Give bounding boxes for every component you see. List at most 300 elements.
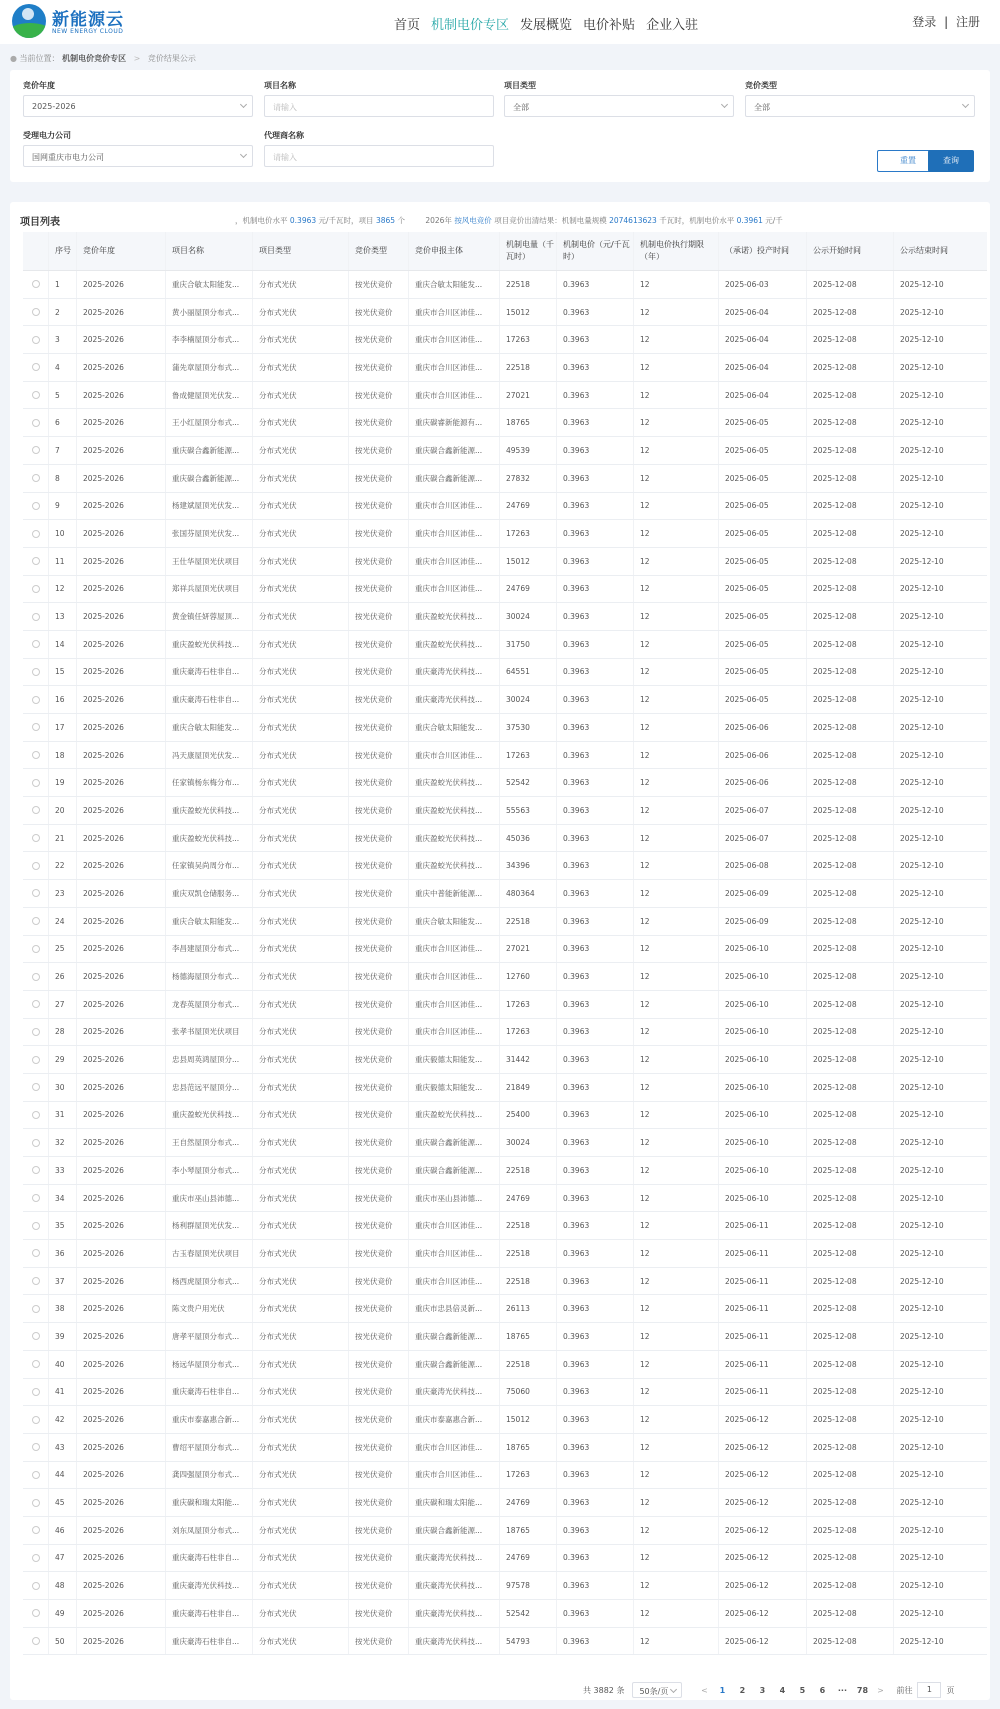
bid-type-select[interactable]: [745, 95, 975, 117]
row-radio[interactable]: [32, 640, 40, 648]
row-radio[interactable]: [32, 1637, 40, 1645]
table-row[interactable]: [23, 1185, 987, 1213]
table-cell: 2025-06-05: [719, 686, 807, 713]
table-cell: 0.3963: [557, 576, 634, 603]
table-cell: 2025-2026: [77, 409, 166, 436]
table-cell: 刘东凤屋顶分布式...: [166, 1517, 253, 1544]
row-radio[interactable]: [32, 862, 40, 870]
table-row[interactable]: [23, 271, 987, 299]
table-row[interactable]: [23, 548, 987, 576]
table-cell: 12: [634, 1323, 719, 1350]
table-row[interactable]: [23, 1046, 987, 1074]
summary-part-2: 元/千瓦时，项目: [318, 216, 374, 225]
table-cell: 12: [634, 1240, 719, 1267]
table-cell: 12: [634, 271, 719, 298]
table-cell: 2025-12-10: [900, 1221, 944, 1231]
table-cell: 按光伏竞价: [349, 1129, 409, 1156]
page-78[interactable]: 78: [856, 1685, 869, 1695]
row-radio[interactable]: [32, 973, 40, 981]
page-3[interactable]: 3: [759, 1685, 766, 1695]
row-radio[interactable]: [32, 1277, 40, 1285]
row-radio[interactable]: [32, 1305, 40, 1313]
table-row[interactable]: [23, 1323, 987, 1351]
table-cell: 0.3963: [557, 686, 634, 713]
table-cell: 8: [49, 465, 77, 492]
row-radio[interactable]: [32, 474, 40, 482]
bid-type-value: 全部: [754, 103, 770, 112]
table-cell: 12: [49, 576, 77, 603]
table-cell: 0.3963: [557, 1406, 634, 1433]
table-cell: 2025-2026: [77, 631, 166, 658]
table-row[interactable]: [23, 520, 987, 548]
table-cell: 2025-12-10: [900, 556, 944, 566]
table-row[interactable]: [23, 1600, 987, 1628]
table-cell: 2025-06-12: [719, 1545, 807, 1572]
table-cell: 重庆盈蛟光伏科技...: [409, 1102, 500, 1129]
table-cell: 17263: [500, 520, 557, 547]
table-row[interactable]: [23, 936, 987, 964]
row-radio[interactable]: [32, 696, 40, 704]
table-row[interactable]: [23, 465, 987, 493]
table-cell: 龙春英屋顶分布式...: [166, 991, 253, 1018]
table-row[interactable]: [23, 603, 987, 631]
page-1[interactable]: 1: [719, 1685, 726, 1695]
table-cell: 31442: [500, 1046, 557, 1073]
table-row[interactable]: [23, 1268, 987, 1296]
table-cell: 杨利群屋顶光伏发...: [166, 1212, 253, 1239]
table-cell: 2025-06-05: [719, 548, 807, 575]
row-radio[interactable]: [32, 917, 40, 925]
table-cell: 2025-06-11: [719, 1323, 807, 1350]
list-title: 项目列表: [20, 217, 60, 228]
table-cell: 2025-06-05: [719, 520, 807, 547]
row-select-cell: [23, 354, 49, 381]
row-select-cell: [23, 576, 49, 603]
table-cell: 重庆碳和瑞太阳能...: [409, 1489, 500, 1516]
table-cell: 2: [49, 299, 77, 326]
table-row[interactable]: [23, 1019, 987, 1047]
row-radio[interactable]: [32, 751, 40, 759]
row-radio[interactable]: [32, 806, 40, 814]
breadcrumb-section[interactable]: 机制电价竞价专区: [62, 54, 127, 63]
row-radio[interactable]: [32, 419, 40, 427]
prev-page-button[interactable]: <: [701, 1685, 708, 1695]
table-row[interactable]: [23, 1462, 987, 1490]
table-cell: 2025-2026: [77, 1019, 166, 1046]
summary-wind: 按风电竞价: [454, 216, 492, 225]
filter-grid-company: [23, 130, 253, 167]
row-radio[interactable]: [32, 1360, 40, 1368]
table-row[interactable]: [23, 1517, 987, 1545]
project-name-input[interactable]: 请输入: [264, 95, 494, 117]
table-cell: 12: [634, 880, 719, 907]
row-select-cell: [23, 1157, 49, 1184]
row-select-cell: [23, 603, 49, 630]
table-row[interactable]: [23, 1351, 987, 1379]
row-radio[interactable]: [32, 502, 40, 510]
table-cell: 48: [49, 1572, 77, 1599]
table-row[interactable]: [23, 1406, 987, 1434]
table-row[interactable]: [23, 1212, 987, 1240]
reset-button[interactable]: 重置: [877, 150, 939, 172]
table-row[interactable]: [23, 1240, 987, 1268]
table-cell: 22518: [500, 908, 557, 935]
table-row[interactable]: [23, 963, 987, 991]
table-cell: 0.3963: [557, 825, 634, 852]
table-cell: 重庆豪涛石柱非自...: [166, 686, 253, 713]
row-radio[interactable]: [32, 1609, 40, 1617]
table-cell: 2025-2026: [77, 548, 166, 575]
table-cell: 重庆豪涛石柱非自...: [166, 1600, 253, 1627]
chevron-down-icon: [962, 101, 969, 108]
row-select-cell: [23, 326, 49, 353]
goto-page-input[interactable]: 1: [917, 1682, 941, 1698]
row-radio[interactable]: [32, 1526, 40, 1534]
table-cell: 31: [49, 1102, 77, 1129]
table-cell: 12: [634, 769, 719, 796]
row-radio[interactable]: [32, 1471, 40, 1479]
table-cell: 29: [49, 1046, 77, 1073]
table-cell: 重庆豪涛光伏科技...: [166, 1572, 253, 1599]
row-radio[interactable]: [32, 945, 40, 953]
table-cell: 重庆毅德太阳能发...: [409, 1074, 500, 1101]
row-radio[interactable]: [32, 1028, 40, 1036]
table-cell: 75060: [500, 1379, 557, 1406]
row-radio[interactable]: [32, 1083, 40, 1091]
table-cell: 2025-06-11: [719, 1295, 807, 1322]
nav-subsidy[interactable]: 电价补贴: [583, 18, 636, 33]
table-cell: 2025-2026: [77, 493, 166, 520]
table-cell: 王自然屋顶分布式...: [166, 1129, 253, 1156]
query-button[interactable]: 查询: [928, 150, 974, 172]
table-row[interactable]: [23, 659, 987, 687]
table-cell: 2025-12-08: [807, 1185, 894, 1212]
summary-part-5: 项目竞价出清结果：机制电量规模: [494, 216, 607, 225]
filter-agent-label: 代理商名称: [264, 131, 304, 140]
table-row[interactable]: [23, 852, 987, 880]
row-radio[interactable]: [32, 363, 40, 371]
table-cell: 12: [634, 1268, 719, 1295]
table-cell: 0.3963: [557, 354, 634, 381]
table-cell: 12: [634, 1572, 719, 1599]
table-cell: 2025-12-08: [807, 576, 894, 603]
summary-part-3: 个: [397, 216, 405, 225]
table-row[interactable]: [23, 1628, 987, 1656]
table-cell: 20: [49, 797, 77, 824]
table-row[interactable]: [23, 1295, 987, 1323]
pagination: [583, 1682, 954, 1698]
table-cell: 2025-2026: [77, 271, 166, 298]
table-cell: 分布式光伏: [253, 1019, 349, 1046]
row-radio[interactable]: [32, 557, 40, 565]
table-cell: 2025-12-08: [807, 1600, 894, 1627]
table-cell: 2025-12-10: [900, 750, 944, 760]
page-6[interactable]: 6: [819, 1685, 826, 1695]
table-cell: 按光伏竞价: [349, 963, 409, 990]
table-cell: 按光伏竞价: [349, 1019, 409, 1046]
row-radio[interactable]: [32, 668, 40, 676]
table-row[interactable]: [23, 1157, 987, 1185]
table-cell: 按光伏竞价: [349, 299, 409, 326]
table-cell: 2025-12-10: [900, 529, 944, 539]
table-cell: 2025-2026: [77, 714, 166, 741]
table-row[interactable]: [23, 299, 987, 327]
nav-overview[interactable]: 发展概览: [520, 18, 573, 33]
nav-mechanism-price[interactable]: 机制电价专区: [431, 18, 510, 33]
filter-project-name-label: 项目名称: [264, 81, 296, 90]
table-cell: 21849: [500, 1074, 557, 1101]
table-cell: 2025-12-08: [807, 1545, 894, 1572]
table-cell: 2025-06-10: [719, 936, 807, 963]
table-cell: 2025-12-10: [900, 972, 944, 982]
table-cell: 2025-2026: [77, 1074, 166, 1101]
table-cell: 22518: [500, 1351, 557, 1378]
row-radio[interactable]: [32, 336, 40, 344]
table-cell: 2025-06-06: [719, 714, 807, 741]
table-cell: 按光伏竞价: [349, 1268, 409, 1295]
filter-grid-company-label: 受理电力公司: [23, 131, 71, 140]
table-cell: 按光伏竞价: [349, 1102, 409, 1129]
row-select-cell: [23, 1489, 49, 1516]
row-select-cell: [23, 908, 49, 935]
table-cell: 36: [49, 1240, 77, 1267]
table-cell: 2025-06-08: [719, 852, 807, 879]
site-logo[interactable]: [12, 3, 142, 39]
table-cell: 按光伏竞价: [349, 936, 409, 963]
row-radio[interactable]: [32, 280, 40, 288]
row-radio[interactable]: [32, 1388, 40, 1396]
nav-home[interactable]: 首页: [394, 18, 421, 33]
table-cell: 2025-12-08: [807, 1102, 894, 1129]
table-cell: 分布式光伏: [253, 742, 349, 769]
login-link[interactable]: 登录: [912, 15, 937, 29]
table-cell: 0.3963: [557, 520, 634, 547]
table-cell: 重庆碳合鑫新能源...: [409, 1517, 500, 1544]
row-radio[interactable]: [32, 1416, 40, 1424]
table-cell: 2025-12-08: [807, 1157, 894, 1184]
nav-enterprise[interactable]: 企业入驻: [646, 18, 699, 33]
table-row[interactable]: [23, 991, 987, 1019]
table-cell: 55563: [500, 797, 557, 824]
row-select-cell: [23, 1102, 49, 1129]
table-row[interactable]: [23, 1572, 987, 1600]
table-cell: 按光伏竞价: [349, 769, 409, 796]
table-row[interactable]: [23, 1102, 987, 1130]
row-select-cell: [23, 1074, 49, 1101]
table-cell: 2025-12-08: [807, 1046, 894, 1073]
table-cell: 2025-12-10: [900, 805, 944, 815]
page-5[interactable]: 5: [799, 1685, 806, 1695]
table-cell: 2025-2026: [77, 991, 166, 1018]
row-select-cell: [23, 1572, 49, 1599]
row-radio[interactable]: [32, 1222, 40, 1230]
table-row[interactable]: [23, 714, 987, 742]
table-cell: 0.3963: [557, 1129, 634, 1156]
table-cell: 2025-12-08: [807, 714, 894, 741]
table-cell: 24: [49, 908, 77, 935]
table-cell: 2025-12-08: [807, 326, 894, 353]
table-row[interactable]: [23, 1489, 987, 1517]
row-radio[interactable]: [32, 1554, 40, 1562]
table-cell: 2025-06-05: [719, 576, 807, 603]
table-cell: 按光伏竞价: [349, 354, 409, 381]
table-cell: 按光伏竞价: [349, 880, 409, 907]
table-cell: 27832: [500, 465, 557, 492]
table-cell: 15: [49, 659, 77, 686]
table-row[interactable]: [23, 437, 987, 465]
table-cell: 22518: [500, 1212, 557, 1239]
table-cell: 重庆豪涛石柱非自...: [166, 659, 253, 686]
table-row[interactable]: [23, 493, 987, 521]
table-cell: 12: [634, 1019, 719, 1046]
row-select-cell: [23, 1046, 49, 1073]
row-select-cell: [23, 742, 49, 769]
table-cell: 按光伏竞价: [349, 1185, 409, 1212]
table-row[interactable]: [23, 576, 987, 604]
table-cell: 2025-06-10: [719, 991, 807, 1018]
table-cell: 12: [634, 825, 719, 852]
row-radio[interactable]: [32, 723, 40, 731]
page-2[interactable]: 2: [739, 1685, 746, 1695]
table-row[interactable]: [23, 382, 987, 410]
table-cell: 30024: [500, 686, 557, 713]
table-cell: 按光伏竞价: [349, 1517, 409, 1544]
header-cell: 机制电价执行期限（年）: [634, 232, 719, 270]
table-cell: 按光伏竞价: [349, 659, 409, 686]
row-radio[interactable]: [32, 1582, 40, 1590]
row-radio[interactable]: [32, 1249, 40, 1257]
table-row[interactable]: [23, 1545, 987, 1573]
row-select-cell: [23, 1323, 49, 1350]
table-row[interactable]: [23, 686, 987, 714]
row-radio[interactable]: [32, 530, 40, 538]
table-cell: 2025-06-05: [719, 493, 807, 520]
table-cell: 0.3963: [557, 1185, 634, 1212]
table-row[interactable]: [23, 1434, 987, 1462]
table-cell: 重庆豪涛石柱非自...: [166, 1545, 253, 1572]
table-cell: 分布式光伏: [253, 437, 349, 464]
table-row[interactable]: [23, 742, 987, 770]
table-cell: 杨建斌屋顶光伏发...: [166, 493, 253, 520]
table-cell: 15012: [500, 1406, 557, 1433]
table-cell: 2025-12-10: [900, 722, 944, 732]
table-row[interactable]: [23, 1379, 987, 1407]
table-cell: 2025-12-08: [807, 631, 894, 658]
table-cell: 25: [49, 936, 77, 963]
table-row[interactable]: [23, 354, 987, 382]
row-radio[interactable]: [32, 308, 40, 316]
register-link[interactable]: 注册: [955, 15, 980, 29]
table-row[interactable]: [23, 880, 987, 908]
table-cell: 忠县范远平屋顶分...: [166, 1074, 253, 1101]
table-cell: 34: [49, 1185, 77, 1212]
table-cell: 12: [634, 465, 719, 492]
table-cell: 2025-12-10: [900, 888, 944, 898]
table-row[interactable]: [23, 631, 987, 659]
breadcrumb-current: 竞价结果公示: [147, 54, 196, 63]
table-cell: 2025-12-08: [807, 1462, 894, 1489]
row-radio[interactable]: [32, 834, 40, 842]
next-page-button[interactable]: >: [877, 1685, 884, 1695]
table-cell: 2025-06-12: [719, 1628, 807, 1655]
table-cell: 9: [49, 493, 77, 520]
row-radio[interactable]: [32, 391, 40, 399]
table-row[interactable]: [23, 409, 987, 437]
table-cell: 李小琴屋顶分布式...: [166, 1157, 253, 1184]
header-cell: （承诺）投产时间: [719, 232, 807, 270]
table-row[interactable]: [23, 1129, 987, 1157]
table-cell: 重庆碳和瑞太阳能...: [166, 1489, 253, 1516]
table-row[interactable]: [23, 769, 987, 797]
table-cell: 23: [49, 880, 77, 907]
table-cell: 2025-12-10: [900, 1304, 944, 1314]
table-row[interactable]: [23, 326, 987, 354]
row-select-cell: [23, 299, 49, 326]
row-radio[interactable]: [32, 1000, 40, 1008]
table-cell: 2025-12-10: [900, 1165, 944, 1175]
table-row[interactable]: [23, 1074, 987, 1102]
table-cell: 2025-12-08: [807, 1295, 894, 1322]
summary-wind-price: 0.3961: [736, 216, 763, 225]
row-radio[interactable]: [32, 1194, 40, 1202]
year-select[interactable]: [23, 95, 253, 117]
table-cell: 按光伏竞价: [349, 825, 409, 852]
row-radio[interactable]: [32, 1332, 40, 1340]
table-cell: 32: [49, 1129, 77, 1156]
table-cell: 2025-12-08: [807, 1434, 894, 1461]
table-cell: 2025-06-04: [719, 382, 807, 409]
page-ellipsis[interactable]: ···: [837, 1685, 848, 1695]
filter-year: [23, 80, 253, 117]
table-cell: 分布式光伏: [253, 797, 349, 824]
row-radio[interactable]: [32, 1166, 40, 1174]
project-type-select[interactable]: [504, 95, 734, 117]
grid-company-select[interactable]: [23, 145, 253, 167]
row-radio[interactable]: [32, 1443, 40, 1451]
table-cell: 2025-12-08: [807, 936, 894, 963]
row-radio[interactable]: [32, 1111, 40, 1119]
row-radio[interactable]: [32, 889, 40, 897]
row-radio[interactable]: [32, 1056, 40, 1064]
table-cell: 2025-12-10: [900, 1082, 944, 1092]
table-cell: 12760: [500, 963, 557, 990]
table-row[interactable]: [23, 908, 987, 936]
table-cell: 0.3963: [557, 409, 634, 436]
row-radio[interactable]: [32, 585, 40, 593]
table-row[interactable]: [23, 825, 987, 853]
header-cell: 机制电量（千瓦时）: [500, 232, 557, 270]
row-radio[interactable]: [32, 446, 40, 454]
table-cell: 2025-06-04: [719, 299, 807, 326]
agent-input[interactable]: 请输入: [264, 145, 494, 167]
table-cell: 按光伏竞价: [349, 714, 409, 741]
row-radio[interactable]: [32, 779, 40, 787]
table-cell: 0.3963: [557, 1351, 634, 1378]
row-radio[interactable]: [32, 1139, 40, 1147]
table-cell: 重庆合敏太阳能发...: [166, 271, 253, 298]
page-size-select[interactable]: 50条/页: [632, 1682, 682, 1698]
table-row[interactable]: [23, 797, 987, 825]
table-cell: 按光伏竞价: [349, 908, 409, 935]
page-4[interactable]: 4: [779, 1685, 786, 1695]
table-cell: 重庆合敏太阳能发...: [166, 908, 253, 935]
table-cell: 2025-12-10: [900, 1415, 944, 1425]
table-cell: 35: [49, 1212, 77, 1239]
table-cell: 2025-12-10: [900, 584, 944, 594]
table-cell: 2025-06-06: [719, 742, 807, 769]
row-radio[interactable]: [32, 613, 40, 621]
row-radio[interactable]: [32, 1499, 40, 1507]
